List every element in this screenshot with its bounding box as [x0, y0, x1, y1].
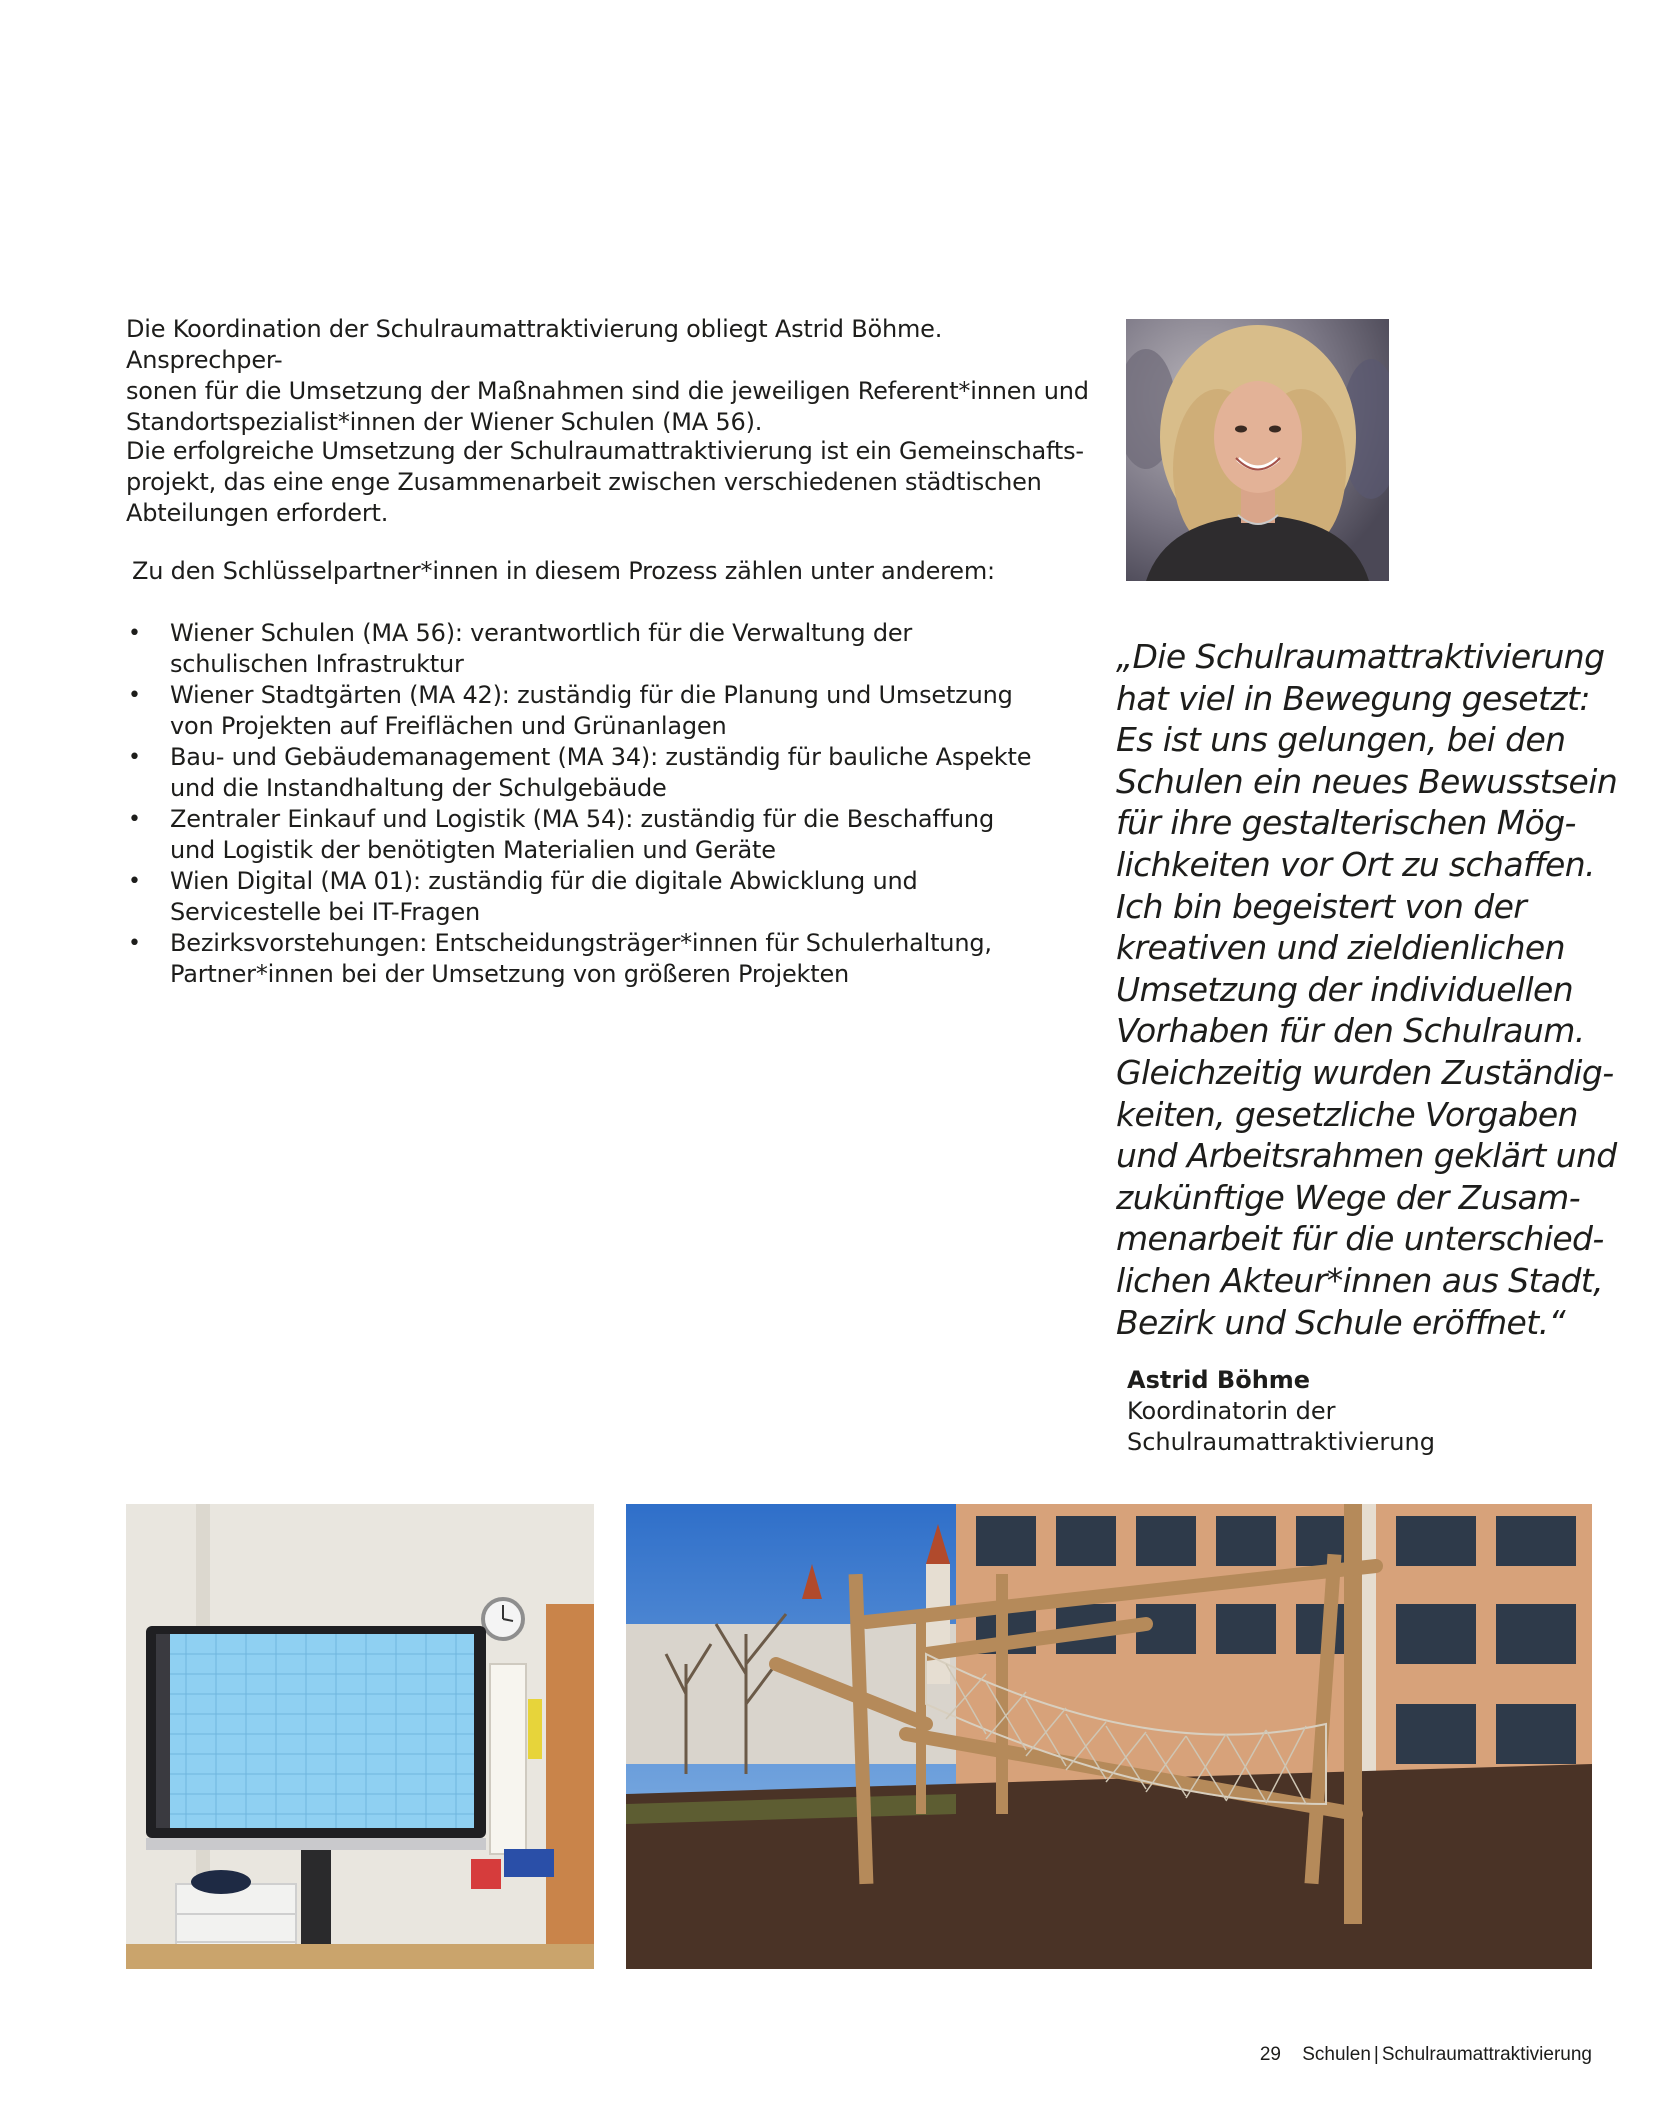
playground-net-photo	[626, 1504, 1592, 1969]
page-footer	[1260, 2044, 1592, 2066]
list-item	[126, 928, 1106, 990]
bullet-icon: •	[128, 745, 141, 770]
list-item-line: und die Instandhaltung der Schulgebäude	[170, 774, 667, 802]
quote-line: zukünftige Wege der Zusam-	[1116, 1177, 1581, 1217]
list-item-line: Bezirksvorstehungen: Entscheidungsträger*innen für Schulerhaltung,	[170, 929, 992, 957]
playground-illustration	[626, 1504, 1592, 1969]
list-item-line: Zentraler Einkauf und Logistik (MA 54): zuständig für die Beschaffung	[170, 805, 994, 833]
text-line: Die Koordination der Schulraumattraktivierung obliegt Astrid Böhme. Ansprechper-	[126, 315, 943, 374]
classroom-illustration	[126, 1504, 594, 1969]
text-line: Die erfolgreiche Umsetzung der Schulraumattraktivierung ist ein Gemeinschafts-	[126, 437, 1084, 465]
portrait-photo	[1126, 319, 1389, 581]
quote-line: Umsetzung der individuellen	[1116, 969, 1574, 1009]
quote-line: lichkeiten vor Ort zu schaffen.	[1116, 844, 1595, 884]
quote-line: hat viel in Bewegung gesetzt:	[1116, 678, 1590, 718]
author-role-line: Schulraumattraktivierung	[1127, 1428, 1435, 1456]
bullet-icon: •	[128, 931, 141, 956]
quote-line: und Arbeitsrahmen geklärt und	[1116, 1136, 1617, 1176]
list-item-line: schulischen Infrastruktur	[170, 650, 464, 678]
intro-paragraph	[126, 314, 1106, 438]
list-item-line: und Logistik der benötigten Materialien und Geräte	[170, 836, 776, 864]
footer-separator: |	[1373, 2044, 1379, 2065]
list-item	[126, 866, 1106, 928]
list-item	[126, 804, 1106, 866]
classroom-whiteboard-photo	[126, 1504, 594, 1969]
text-line: sonen für die Umsetzung der Maßnahmen sind die jeweiligen Referent*innen und	[126, 377, 1089, 405]
collaboration-paragraph	[126, 436, 1106, 529]
quote-line: keiten, gesetzliche Vorgaben	[1116, 1094, 1578, 1134]
quote-line: Vorhaben für den Schulraum.	[1116, 1011, 1585, 1051]
footer-chapter: Schulraumattraktivierung	[1381, 2044, 1592, 2065]
text-line: projekt, das eine enge Zusammenarbeit zwischen verschiedenen städtischen	[126, 468, 1042, 496]
list-item-line: Bau- und Gebäudemanagement (MA 34): zuständig für bauliche Aspekte	[170, 743, 1032, 771]
list-item-line: Wiener Stadtgärten (MA 42): zuständig für die Planung und Umsetzung	[170, 681, 1013, 709]
bullet-icon: •	[128, 869, 141, 894]
quote-line: „Die Schulraumattraktivierung	[1116, 637, 1605, 676]
quote-line: menarbeit für die unterschied-	[1116, 1219, 1604, 1259]
quote-line: kreativen und zieldienlichen	[1116, 928, 1565, 968]
quote-author-role	[1127, 1396, 1527, 1458]
list-item	[126, 680, 1106, 742]
list-item-line: Partner*innen bei der Umsetzung von größeren Projekten	[170, 960, 850, 988]
text-line: Abteilungen erfordert.	[126, 499, 389, 527]
quote-line: Gleichzeitig wurden Zuständig-	[1116, 1052, 1614, 1092]
bullet-icon: •	[128, 621, 141, 646]
text-line: Standortspezialist*innen der Wiener Schulen (MA 56).	[126, 408, 763, 436]
quote-line: Bezirk und Schule eröffnet.“	[1116, 1302, 1565, 1342]
quote-author-name: Astrid Böhme	[1127, 1366, 1311, 1394]
portrait-illustration	[1126, 319, 1389, 581]
list-item-line: von Projekten auf Freiflächen und Grünanlagen	[170, 712, 727, 740]
partners-intro: Zu den Schlüsselpartner*innen in diesem Prozess zählen unter anderem:	[132, 557, 995, 585]
footer-section: Schulen	[1302, 2044, 1371, 2065]
quote-line: Schulen ein neues Bewusstsein	[1116, 761, 1618, 801]
author-role-line: Koordinatorin der	[1127, 1397, 1336, 1425]
partners-list	[126, 618, 1106, 990]
list-item-line: Servicestelle bei IT-Fragen	[170, 898, 481, 926]
quote-line: Es ist uns gelungen, bei den	[1116, 720, 1566, 760]
list-item-line: Wien Digital (MA 01): zuständig für die digitale Abwicklung und	[170, 867, 918, 895]
quote-line: Ich bin begeistert von der	[1116, 886, 1527, 926]
list-item	[126, 742, 1106, 804]
list-item-line: Wiener Schulen (MA 56): verantwortlich für die Verwaltung der	[170, 619, 913, 647]
pull-quote	[1116, 636, 1616, 1343]
quote-line: für ihre gestalterischen Mög-	[1116, 803, 1576, 843]
bullet-icon: •	[128, 683, 141, 708]
bullet-icon: •	[128, 807, 141, 832]
list-item	[126, 618, 1106, 680]
page-number: 29	[1259, 2044, 1281, 2065]
quote-line: lichen Akteur*innen aus Stadt,	[1116, 1260, 1604, 1300]
